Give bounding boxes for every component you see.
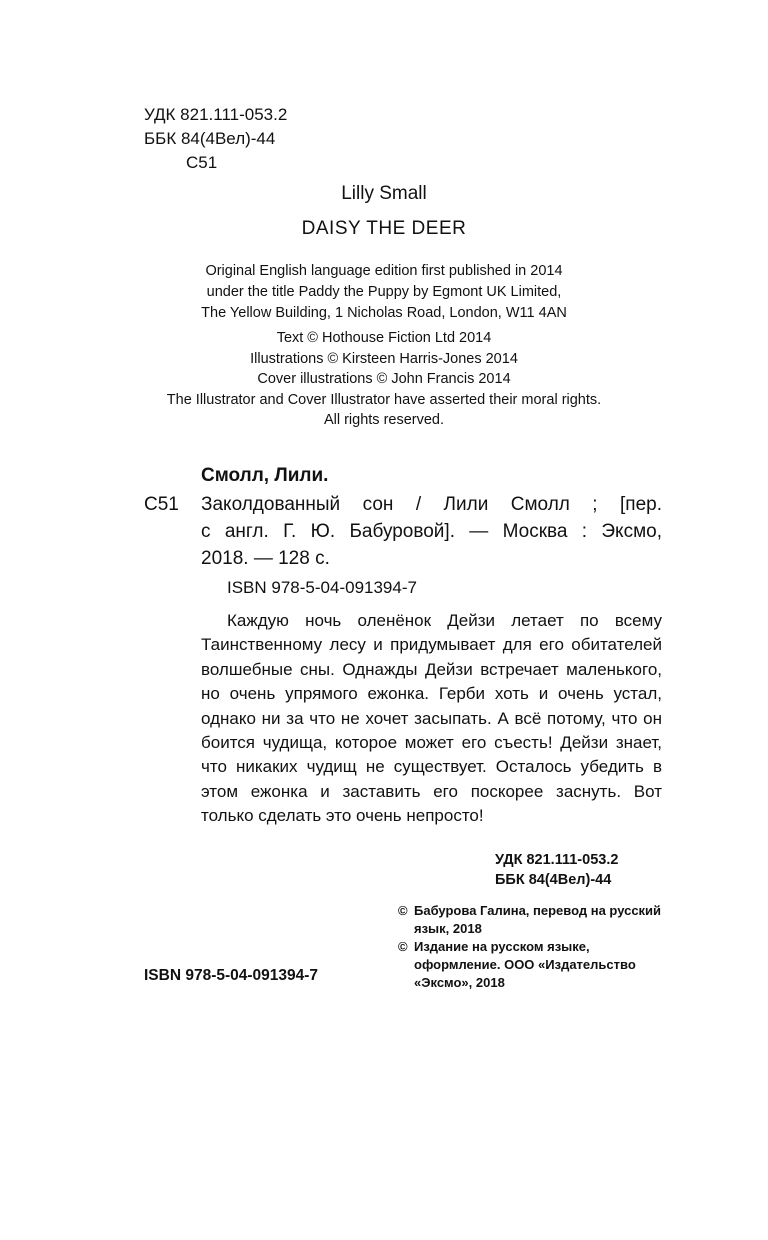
russian-copyrights	[398, 902, 668, 992]
classification-codes	[144, 103, 287, 175]
catalog-udk: УДК 821.111-053.2	[495, 852, 619, 868]
original-edition-line: The Yellow Building, 1 Nicholas Road, London, W11 4AN	[201, 305, 567, 321]
catalog-codes-bottom	[495, 850, 662, 890]
russian-copyright-text: Издание на русском языке, оформление. ООО «Издательство «Эксмо», 2018	[414, 939, 636, 990]
catalog-author-heading: Смолл, Лили.	[201, 465, 329, 486]
udk-code: УДК 821.111-053.2	[144, 105, 288, 124]
bottom-isbn: ISBN 978-5-04-091394-7	[144, 967, 319, 984]
copyright-symbol: ©	[398, 903, 408, 918]
copyright-symbol: ©	[398, 939, 408, 954]
russian-copyright-item	[398, 902, 668, 938]
copyright-line: Text © Hothouse Fiction Ltd 2014	[276, 330, 492, 346]
russian-copyright-text: Бабурова Галина, перевод на русский язык, 2018	[414, 903, 662, 936]
original-edition-line: under the title Paddy the Puppy by Egmont UK Limited,	[206, 284, 562, 300]
catalog-description	[201, 491, 662, 572]
original-edition-line: Original English language edition first published in 2014	[205, 263, 563, 279]
copyright-line: Cover illustrations © John Francis 2014	[257, 371, 511, 387]
catalog-isbn: ISBN 978-5-04-091394-7	[227, 578, 417, 597]
author-mark: С51	[186, 153, 218, 172]
copyright-line: All rights reserved.	[323, 412, 445, 428]
copyright-line: Illustrations © Kirsteen Harris-Jones 2014	[250, 350, 518, 367]
catalog-description-line: Заколдованный сон / Лили Смолл ; [пер.	[201, 494, 662, 515]
catalog-mark: С51	[144, 494, 179, 515]
book-annotation: Каждую ночь оленёнок Дейзи летает по всему Таинственному лесу и придумывает для его обитателей волшебные сны. Однажды Дейзи встречает маленького, но очень упрямого ежонка. Герби хоть и очень устал, однако ни за что не хочет засыпать. А всё потому, что он боится чудища, которое может его съесть! Дейзи знает, что никаких чудищ не существует. Осталось убедить в этом ежонка и заставить его поскорее заснуть. Вот только сделать это очень непросто!	[201, 611, 662, 826]
english-author: Lilly Small	[341, 183, 427, 204]
bbk-code: ББК 84(4Вел)-44	[144, 129, 276, 148]
original-edition-note	[0, 261, 768, 324]
catalog-description-line: с англ. Г. Ю. Бабуровой]. — Москва : Эксмо,	[201, 521, 662, 542]
russian-copyright-item	[398, 938, 668, 992]
english-title: DAISY THE DEER	[301, 218, 467, 239]
catalog-description-line: 2018. — 128 с.	[201, 548, 330, 569]
copyright-line: The Illustrator and Cover Illustrator have asserted their moral rights.	[166, 391, 602, 408]
catalog-bbk: ББК 84(4Вел)-44	[495, 872, 612, 888]
english-copyrights	[0, 328, 768, 431]
